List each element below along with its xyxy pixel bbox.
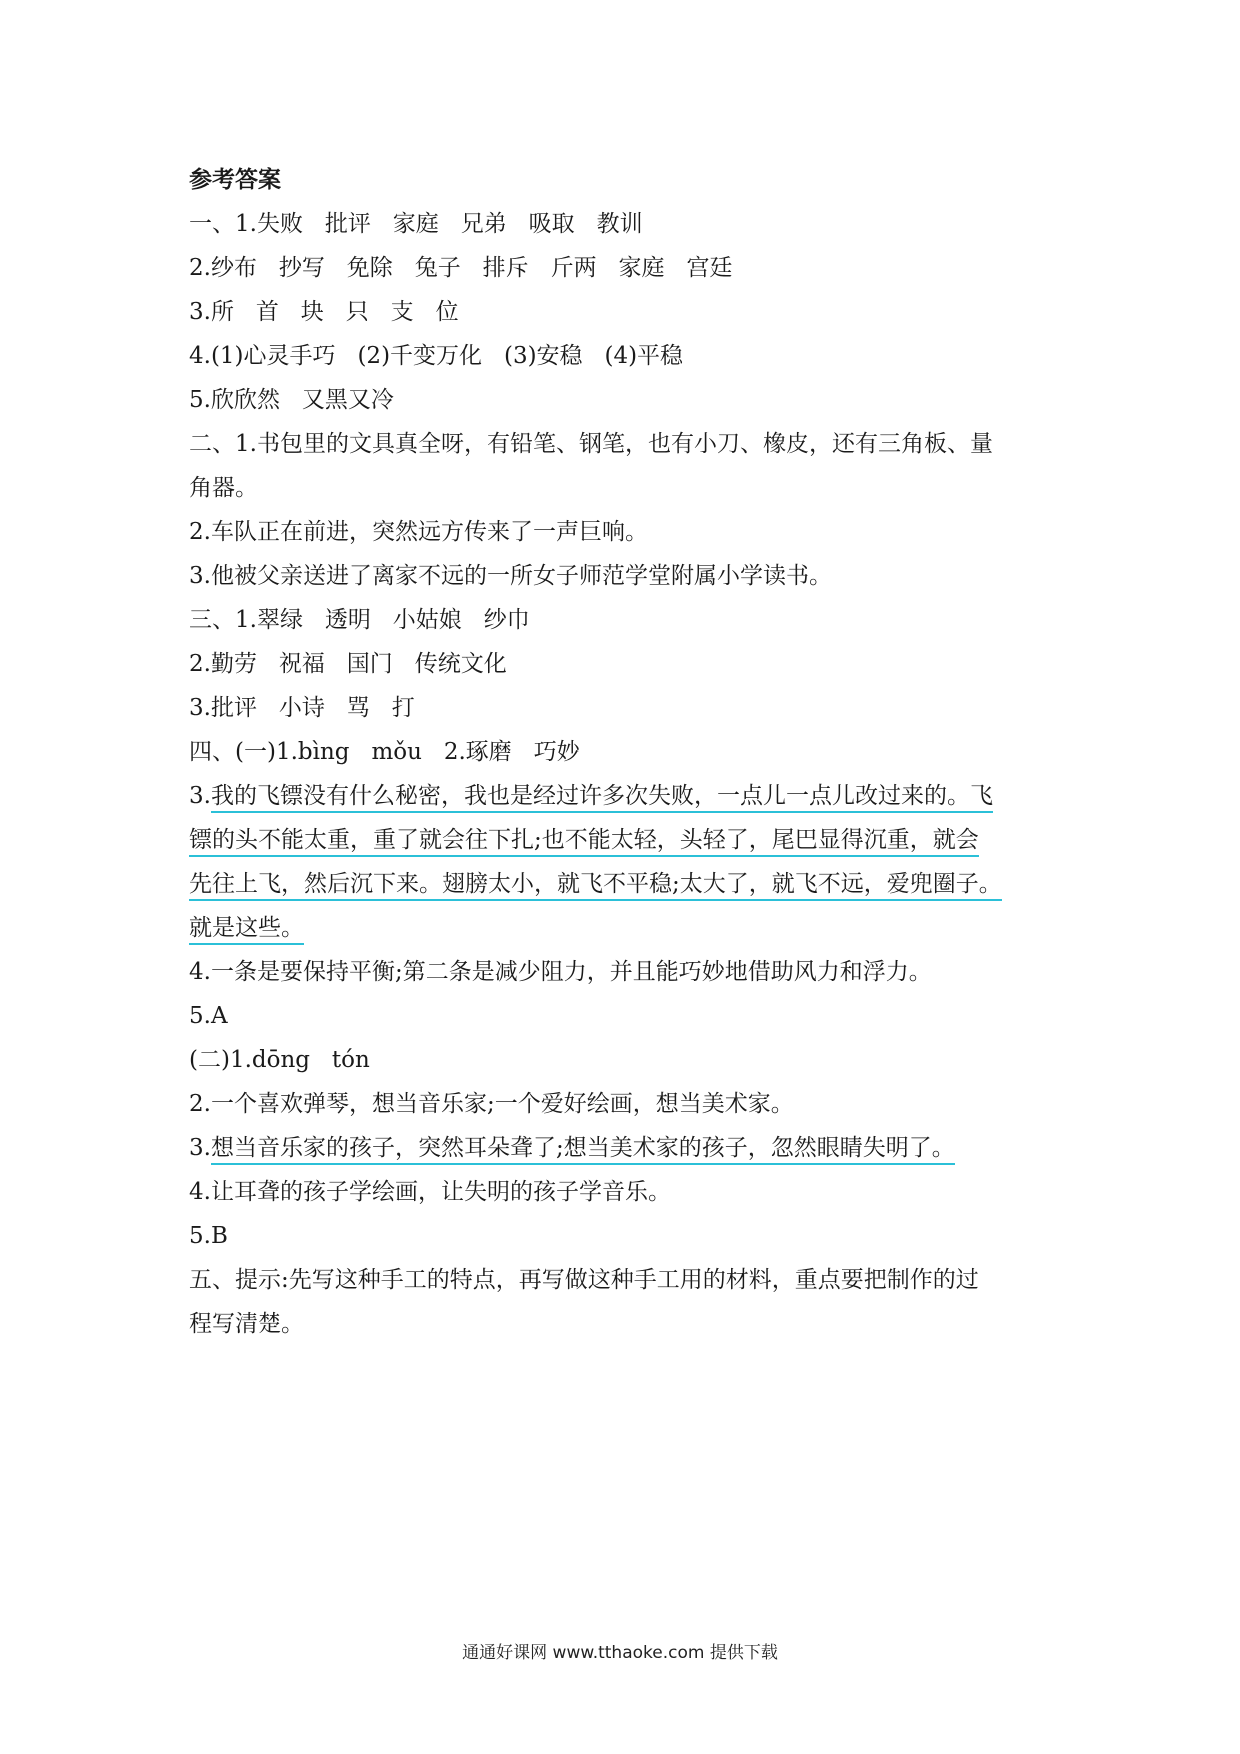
answer-line: 三、1.翠绿 透明 小姑娘 纱巾 — [189, 607, 530, 633]
underlined-answer-line — [189, 1126, 1069, 1170]
answer-number: 3. — [189, 1135, 211, 1161]
answer-line: 程写清楚。 — [189, 1311, 304, 1337]
underlined-answer-line — [189, 818, 1069, 862]
answer-line: 2.纱布 抄写 免除 兔子 排斥 斤两 家庭 宫廷 — [189, 255, 733, 281]
answer-line: 角器。 — [189, 475, 258, 501]
answer-line: 一、1.失败 批评 家庭 兄弟 吸取 教训 — [189, 211, 643, 237]
underlined-text: 就是这些。 — [189, 915, 304, 945]
page-footer: 通通好课网 www.tthaoke.com 提供下载 — [462, 1643, 778, 1663]
answer-line: 5.A — [189, 1003, 228, 1029]
answer-line: 3.他被父亲送进了离家不远的一所女子师范学堂附属小学读书。 — [189, 563, 832, 589]
answer-line: (二)1.dōng tón — [189, 1047, 370, 1073]
answer-page — [189, 158, 1069, 1346]
answer-line: 3.批评 小诗 骂 打 — [189, 695, 415, 721]
answer-line: 5.B — [189, 1223, 228, 1249]
underlined-text: 我的飞镖没有什么秘密，我也是经过许多次失败，一点儿一点儿改过来的。飞 — [211, 783, 993, 813]
answer-line: 2.勤劳 祝福 国门 传统文化 — [189, 651, 507, 677]
underlined-text: 先往上飞，然后沉下来。翅膀太小，就飞不平稳;太大了，就飞不远，爱兜圈子。 — [189, 871, 1002, 901]
answer-line: 2.车队正在前进，突然远方传来了一声巨响。 — [189, 519, 648, 545]
answer-line: 4.让耳聋的孩子学绘画，让失明的孩子学音乐。 — [189, 1179, 671, 1205]
answer-line: 4.(1)心灵手巧 (2)千变万化 (3)安稳 (4)平稳 — [189, 343, 684, 369]
answer-line: 4.一条是要保持平衡;第二条是减少阻力，并且能巧妙地借助风力和浮力。 — [189, 959, 932, 985]
answer-number: 3. — [189, 783, 211, 809]
underlined-answer-line — [189, 906, 1069, 950]
answer-line: 2.一个喜欢弹琴，想当音乐家;一个爱好绘画，想当美术家。 — [189, 1091, 794, 1117]
answer-line: 五、提示:先写这种手工的特点，再写做这种手工用的材料，重点要把制作的过 — [189, 1267, 979, 1293]
page-title: 参考答案 — [189, 167, 281, 193]
answer-line: 四、(一)1.bìng mǒu 2.琢磨 巧妙 — [189, 739, 580, 765]
answer-line: 5.欣欣然 又黑又冷 — [189, 387, 394, 413]
answer-line: 3.所 首 块 只 支 位 — [189, 299, 459, 325]
answer-line: 二、1.书包里的文具真全呀，有铅笔、钢笔，也有小刀、橡皮，还有三角板、量 — [189, 431, 993, 457]
underlined-answer-line — [189, 774, 1069, 818]
underlined-text: 镖的头不能太重，重了就会往下扎;也不能太轻，头轻了，尾巴显得沉重，就会 — [189, 827, 979, 857]
underlined-answer-line — [189, 862, 1069, 906]
underlined-text: 想当音乐家的孩子，突然耳朵聋了;想当美术家的孩子，忽然眼睛失明了。 — [211, 1135, 955, 1165]
